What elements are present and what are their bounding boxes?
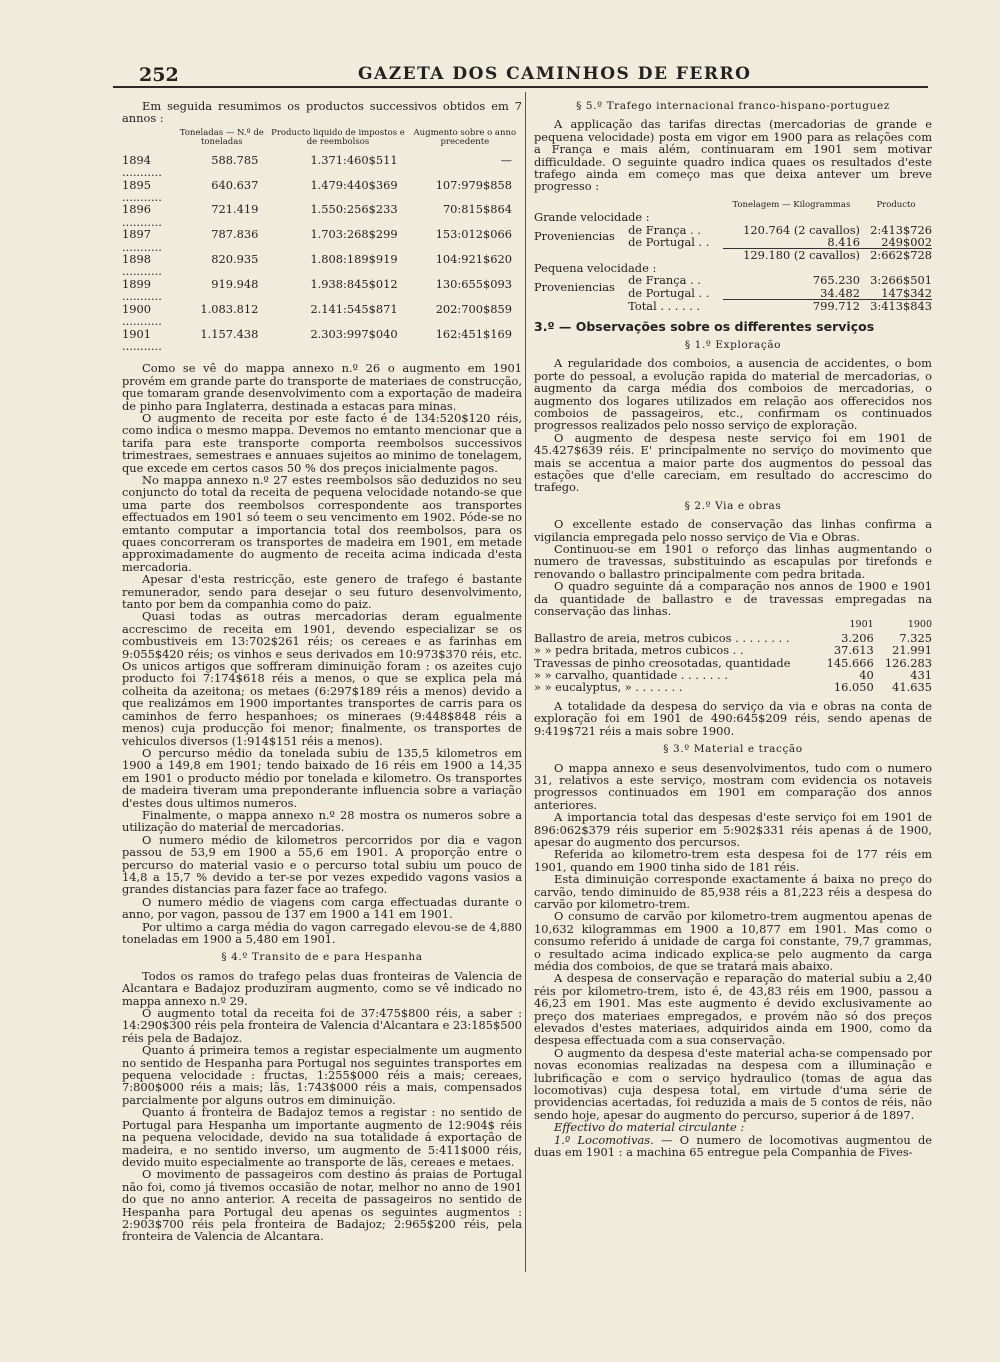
body-paragraph: O numero médio de viagens com carga effectuadas durante o anno, por vagon, passou de 137 em 1900 a 141 em 1901. bbox=[122, 894, 522, 922]
products-table-cell: 130:655$093 bbox=[435, 276, 512, 291]
ballast-table-cell: » » eucalyptus, » . . . . . . . bbox=[534, 680, 683, 695]
ballast-table-cell: » » carvalho, quantidade . . . . . . . bbox=[534, 668, 728, 683]
section-material-heading: § 3.º Material e tracção bbox=[663, 743, 803, 756]
ballast-table-cell: 145.666 bbox=[826, 655, 874, 670]
right-column bbox=[534, 100, 932, 1159]
products-table-row bbox=[122, 179, 522, 204]
body-paragraph: O augmento total da receita foi de 37:475$800 réis, a saber : 14:290$300 réis pela fronteira de Valencia d'Alcantara e 23:185$500 réis pela de Badajoz. bbox=[122, 1006, 522, 1045]
section-5-heading: § 5.º Trafego internacional franco-hispano-portuguez bbox=[576, 100, 890, 112]
body-paragraph: A regularidade dos comboios, a ausencia de accidentes, o bom porte do pessoal, a evolução rapida do material de mercadorias, o augmento da carga média dos comboios de mercadorias, o augmento dos logares utilizados em relação aos offerecidos nos comboios de passageiros, etc., confirmam os continuados progressos realizados pelo nosso serviço de exploração. bbox=[534, 356, 932, 433]
locomotivas-label: 1.º Locomotivas. bbox=[554, 1132, 654, 1147]
body-paragraph: Quasi todas as outras mercadorias deram egualmente accrescimo de receita em 1901, devendo especializar se os combustiveis em 13:702$261 réis; os cereaes e as farinhas em 9:055$420 réis; os vinhos e seus derivados em 10:973$370 réis, etc. Os unicos artigos que soffreram diminuição foram : os azeites cujo producto foi 7:174$618 réis a menos, o que se explica pela má colheita da azeitona; os metaes (6:297$189 réis a menos) devido a que realizámos em 1900 importantes transportes de carris para os caminhos de ferro hespanhoes; os mineraes (9:448$848 réis a menos) cuja producção foi menor; finalmente, os transportes de vehiculos diversos (1:914$151 réis a menos). bbox=[122, 609, 522, 748]
t3-year-1900: 1900 bbox=[907, 619, 932, 631]
body-paragraph: O excellente estado de conservação das linhas confirma a vigilancia empregada pelo nosso serviço de Via e Obras. bbox=[534, 517, 932, 544]
products-table-cell: 1.083.812 bbox=[200, 301, 259, 316]
t2-p-tot-ton: 799.712 bbox=[812, 299, 860, 314]
products-table-cell: 1.550:256$233 bbox=[310, 202, 398, 217]
ballast-table-cell: Travessas de pinho creosotadas, quantidade bbox=[534, 655, 791, 670]
t2-p-fr-prod: 3:266$501 bbox=[870, 273, 932, 288]
journal-title: GAZETA DOS CAMINHOS DE FERRO bbox=[358, 64, 752, 84]
ballast-table-cell: 3.206 bbox=[841, 630, 874, 645]
products-table-cell: 1.808:189$919 bbox=[310, 252, 398, 267]
t2-g-tot-prod: 2:662$728 bbox=[870, 248, 932, 263]
t2-header-tonnage: Tonelagem — Kilogrammas bbox=[732, 199, 851, 210]
products-table-row bbox=[122, 203, 522, 228]
ballast-table-cell: » » pedra britada, metros cubicos . . bbox=[534, 643, 744, 658]
products-table-cell: 1898 ........... bbox=[122, 252, 162, 279]
t2-g-franca: de França . . bbox=[628, 222, 701, 237]
ballast-table-cell: 37.613 bbox=[833, 643, 874, 658]
t2-p-portugal: de Portugal . . bbox=[628, 285, 710, 300]
products-table-row bbox=[122, 154, 522, 179]
page-number: 252 bbox=[139, 64, 179, 86]
products-table-header bbox=[122, 129, 522, 154]
products-table-cell: 1.371:460$511 bbox=[310, 152, 398, 167]
products-table-cell: 1896 ........... bbox=[122, 202, 162, 229]
body-paragraph: O consumo de carvão por kilometro-trem augmentou apenas de 10,632 kilogrammas em 1900 a 10,877 em 1901. Mas como o consumo referido á unidade de carga foi constante, 79,7 grammas, o resultado acima indicado explica-se pelo augmento da carga média dos comboios, de que se tratará mais abaixo. bbox=[534, 909, 932, 973]
body-paragraph: O numero médio de kilometros percorridos por dia e vagon passou de 53,9 em 1900 a 55,6 em 1901. A proporção entre o percurso do material vasio e o percurso total subiu um pouco de 14,8 a 15,7 % devido a ter-se por vezes expedido vagons vasios a grandes distancias para fazer face ao trafego. bbox=[122, 832, 522, 897]
products-table-cell: 1897 ........... bbox=[122, 227, 162, 254]
body-paragraph: O quadro seguinte dá a comparação nos annos de 1900 e 1901 da quantidade de ballastro e de travessas empregadas na conservação das linhas. bbox=[534, 579, 932, 619]
body-paragraph: Referida ao kilometro-trem esta despesa foi de 177 réis em 1901, quando em 1900 tinha sido de 181 réis. bbox=[534, 847, 932, 874]
section-exploracao-heading: § 1.º Exploração bbox=[684, 338, 782, 351]
body-paragraph: A importancia total das despesas d'este serviço foi em 1901 de 896:062$379 réis superior em 5:902$331 réis apenas á de 1900, apesar do augmento dos percursos. bbox=[534, 810, 932, 849]
products-table-cell: 1895 ........... bbox=[122, 177, 162, 205]
products-table-cell: 640.637 bbox=[211, 177, 259, 192]
ballast-table-cell: 7.325 bbox=[899, 630, 932, 645]
products-col-net: Producto liquido de impostos e de reembolsos bbox=[271, 127, 405, 148]
ballast-table-row bbox=[534, 681, 932, 693]
ballast-table-cell: 21.991 bbox=[892, 643, 932, 658]
section-via-heading: § 2.º Via e obras bbox=[684, 499, 782, 512]
body-paragraph: Quanto á fronteira de Badajoz temos a registar : no sentido de Portugal para Hespanha um importante augmento de 12:904$ réis na pequena velocidade, devido na sua totalidade á exportação de madeira, e no sentido inverso, um augmento de 5:411$000 réis, devido muito especialmente ao transporte de lãs, cereaes e metaes. bbox=[122, 1105, 522, 1169]
body-paragraph: Quanto á primeira temos a registar especialmente um augmento no sentido de Hespanha para Portugal nos seguintes transportes em pequena velocidade : fructas, 1:255$000 réis a mais; cereaes, 7:800$000 réis a mais; lãs, 1:743$000 réis a mais, compensados parcialmente por alguns outros em diminuição. bbox=[122, 1043, 522, 1107]
body-paragraph: O mappa annexo e seus desenvolvimentos, tudo com o numero 31, relativos a este serviço, mostram com evidencia os notaveis progressos continuados em 1901 em comparação dos annos anteriores. bbox=[534, 760, 932, 812]
body-paragraph: Como se vê do mappa annexo n.º 26 o augmento em 1901 provém em grande parte do transporte de materiaes de construcção, que tomaram grande desenvolvimento com a exportação de madeira de pinho para Inglaterra, destinada a estacas para minas. bbox=[122, 361, 522, 413]
ballast-table-cell: 431 bbox=[910, 668, 932, 683]
products-table-cell: 1.157.438 bbox=[200, 326, 259, 341]
body-paragraph: O percurso médio da tonelada subiu de 135,5 kilometros em 1900 a 149,8 em 1901; tendo baixado de 16 réis em 1900 a 14,35 em 1901 o producto médio por tonelada e kilometro. Os transportes de madeira tiveram uma preponderante influencia sobre a variação d'estes dous ultimos numeros. bbox=[122, 745, 522, 810]
products-table-cell: — bbox=[500, 152, 512, 167]
products-table-cell: 70:815$864 bbox=[442, 202, 512, 217]
products-table-cell: 2.141:545$871 bbox=[310, 301, 398, 316]
body-paragraph: A despesa de conservação e reparação do material subiu a 2,40 réis por kilometro-trem, isto é, de 43,83 réis em 1900, passou a 46,23 em 1901. Mas este augmento é devido exclusivamente ao preço dos materiaes empregados, e provém não só dos preços elevados d'estes materiaes, adquiridos ainda em 1900, como da despesa effectuada com a sua conservação. bbox=[534, 971, 932, 1048]
chapter-3-heading: 3.º — Observações sobre os differentes serviços bbox=[534, 318, 875, 334]
body-paragraph: O augmento de receita por este facto é de 134:520$120 réis, como indica o mesmo mappa. Devemos no emtanto mencionar que a tarifa para este transporte comporta reembolsos successivos trimestraes, semestraes e annuaes sujeitos ao minimo de tonelagem, que excede em certos casos 50 % dos preços inicialmente pagos. bbox=[122, 410, 522, 475]
products-table-cell: 1.703:268$299 bbox=[310, 227, 398, 242]
section-5-paragraph: A applicação das tarifas directas (mercadorias de grande e pequena velocidade) posta em vigor em 1900 para as relações com a França e mais além, continuaram em 1901 sem motivar difficuldade. O seguinte quadro indica quaes os resultados d'este trafego ainda em começo mas que deixa antever um breve progresso : bbox=[534, 117, 932, 194]
body-paragraph: Todos os ramos do trafego pelas duas fronteiras de Valencia de Alcantara e Badajoz produziram augmento, como se vê indicado no mappa annexo n.º 29. bbox=[122, 968, 522, 1008]
products-table-cell: 820.935 bbox=[211, 252, 259, 267]
ballast-table-cell: 16.050 bbox=[833, 680, 874, 695]
products-table-row bbox=[122, 303, 522, 328]
products-table-cell: 1.479:440$369 bbox=[310, 177, 398, 192]
products-table-row bbox=[122, 228, 522, 253]
products-col-year bbox=[122, 129, 175, 154]
t3-year-1901: 1901 bbox=[849, 619, 874, 631]
ballast-table-row bbox=[534, 644, 932, 656]
products-table-cell: 588.785 bbox=[211, 152, 259, 167]
t2-g-pt-prod: 249$002 bbox=[860, 236, 932, 249]
t2-g-fr-ton: 120.764 (2 cavallos) bbox=[743, 222, 860, 237]
t2-p-fr-ton: 765.230 bbox=[812, 273, 860, 288]
ballast-table-cell: Ballastro de areia, metros cubicos . . . . . . . . bbox=[534, 630, 790, 645]
body-paragraph: Apesar d'esta restricção, este genero de trafego é bastante remunerador, sendo para desejar o seu futuro desenvolvimento, tanto por bem da companhia como do paiz. bbox=[122, 572, 522, 612]
t2-grande-label: Grande velocidade : bbox=[534, 210, 650, 225]
t2-header-product: Producto bbox=[876, 199, 916, 210]
section-4-heading: § 4.º Transito de e para Hespanha bbox=[221, 951, 423, 964]
products-table-cell: 104:921$620 bbox=[435, 252, 512, 267]
products-table-row bbox=[122, 278, 522, 303]
products-table-cell: 1900 ........... bbox=[122, 301, 162, 329]
products-table-cell: 162:451$169 bbox=[435, 326, 512, 341]
products-table-row bbox=[122, 328, 522, 353]
body-paragraph: No mappa annexo n.º 27 estes reembolsos são deduzidos no seu conjuncto do total da receita de pequena velocidade notando-se que uma parte dos reembolsos correspondente aos transportes effectuados em 1901 só teem o seu vencimento em 1902. Póde-se no emtanto computar a importancia total dos reembolsos, para os quaes concorreram os transportes de madeira em 1901, em metade approximadamente do augmento de receita acima indicada d'esta mercadoria. bbox=[122, 472, 522, 574]
via-total-paragraph: A totalidade da despesa do serviço da via e obras na conta de exploração foi em 1901 de 490:645$209 réis, sendo apenas de 9:419$721 réis a mais sobre 1900. bbox=[534, 698, 932, 738]
ballast-sleepers-table bbox=[534, 619, 932, 693]
body-paragraph: Continuou-se em 1901 o reforço das linhas augmentando o numero de travessas, substituindo as escapulas por tirefonds e renovando o ballastro principalmente com pedra britada. bbox=[534, 542, 932, 581]
products-table-cell: 107:979$858 bbox=[435, 177, 512, 192]
t2-g-portugal: de Portugal . . bbox=[628, 235, 710, 250]
intro-paragraph: Em seguida resumimos os productos successivos obtidos em 7 annos : bbox=[122, 99, 522, 126]
products-table-cell: 2.303:997$040 bbox=[310, 326, 398, 341]
body-paragraph: O augmento da despesa d'este material acha-se compensado por novas economias realizadas na despesa com a illuminação e lubrificação e com o serviço hydraulico (tomas de agua das locomotivas) cuja despesa total, em virtude d'uma série de providencias acertadas, foi reduzida a mais de 5 contos de réis, não sendo hoje, apesar do augmento do percurso, superior á de 1897. bbox=[534, 1045, 932, 1122]
t2-proveniencias-2: Proveniencias bbox=[534, 279, 615, 294]
locomotivas-text: — O numero de locomotivas augmentou de duas em 1901 : a machina 65 entregue pela Companhia de Fives- bbox=[534, 1132, 932, 1160]
products-table-cell: 1894 ........... bbox=[122, 152, 162, 180]
t2-p-tot-prod: 3:413$843 bbox=[870, 299, 932, 314]
body-paragraph: Finalmente, o mappa annexo n.º 28 mostra os numeros sobre a utilização do material de mercadorias. bbox=[122, 807, 522, 835]
t2-g-fr-prod: 2:413$726 bbox=[870, 222, 932, 237]
body-paragraph: Esta diminuição corresponde exactamente á baixa no preço do carvão, tendo diminuido de 85,938 réis a 81,223 réis a despesa do carvão por kilometro-trem. bbox=[534, 872, 932, 911]
products-table-cell: 153:012$066 bbox=[435, 227, 512, 242]
t2-p-franca: de França . . bbox=[628, 273, 701, 288]
ballast-table-cell: 126.283 bbox=[884, 655, 932, 670]
t2-p-pt-prod: 147$342 bbox=[860, 287, 932, 300]
efectivo-heading: Effectivo do material circulante : bbox=[554, 1120, 745, 1135]
products-table-cell: 787.836 bbox=[211, 227, 259, 242]
ballast-table-cell: 40 bbox=[859, 668, 874, 683]
international-traffic-table bbox=[534, 199, 932, 313]
t2-p-pt-ton: 34.482 bbox=[723, 287, 860, 300]
t2-g-pt-ton: 8.416 bbox=[723, 236, 860, 249]
t2-g-tot-ton: 129.180 (2 cavallos) bbox=[743, 248, 860, 263]
products-table-cell: 1899 ........... bbox=[122, 276, 162, 304]
products-table bbox=[122, 129, 522, 353]
locomotivas-paragraph bbox=[534, 1134, 932, 1159]
page-header bbox=[113, 62, 928, 88]
products-table-cell: 202:700$859 bbox=[435, 301, 512, 316]
body-paragraph: O movimento de passageiros com destino ás praias de Portugal não foi, como já tivemos occasião de notar, melhor no anno de 1901 do que no anno anterior. A receita de passageiros no sentido de Hespanha para Portugal deu apenas os seguintes augmentos : 2:903$700 réis pela fronteira de Badajoz; 2:965$200 réis, pela fronteira de Valencia de Alcantara. bbox=[122, 1167, 522, 1244]
body-paragraph: O augmento de despesa neste serviço foi em 1901 de 45.427$639 réis. E' principalmente no serviço do movimento que mais se accentua a maior parte dos augmentos do pessoal das estações que d'elle careciam, em resultado do accrescimo do trafego. bbox=[534, 430, 932, 495]
products-table-cell: 1901 ........... bbox=[122, 326, 162, 353]
column-divider bbox=[525, 92, 526, 1272]
products-col-increase: Augmento sobre o anno precedente bbox=[413, 127, 517, 148]
products-table-cell: 1.938:845$012 bbox=[310, 276, 398, 291]
t2-total-label: Total . . . . . . bbox=[628, 298, 701, 313]
products-table-row bbox=[122, 253, 522, 278]
left-column bbox=[122, 100, 522, 1243]
ballast-table-cell: 41.635 bbox=[892, 680, 932, 695]
products-col-tons: Toneladas — N.º de toneladas bbox=[179, 127, 264, 148]
products-table-cell: 721.419 bbox=[211, 202, 259, 217]
t2-pequena-label: Pequena velocidade : bbox=[534, 260, 657, 275]
t2-proveniencias-1: Proveniencias bbox=[534, 229, 615, 244]
products-table-cell: 919.948 bbox=[211, 276, 259, 291]
body-paragraph: Por ultimo a carga média do vagon carregado elevou-se de 4,880 toneladas em 1900 a 5,480 em 1901. bbox=[122, 919, 522, 946]
